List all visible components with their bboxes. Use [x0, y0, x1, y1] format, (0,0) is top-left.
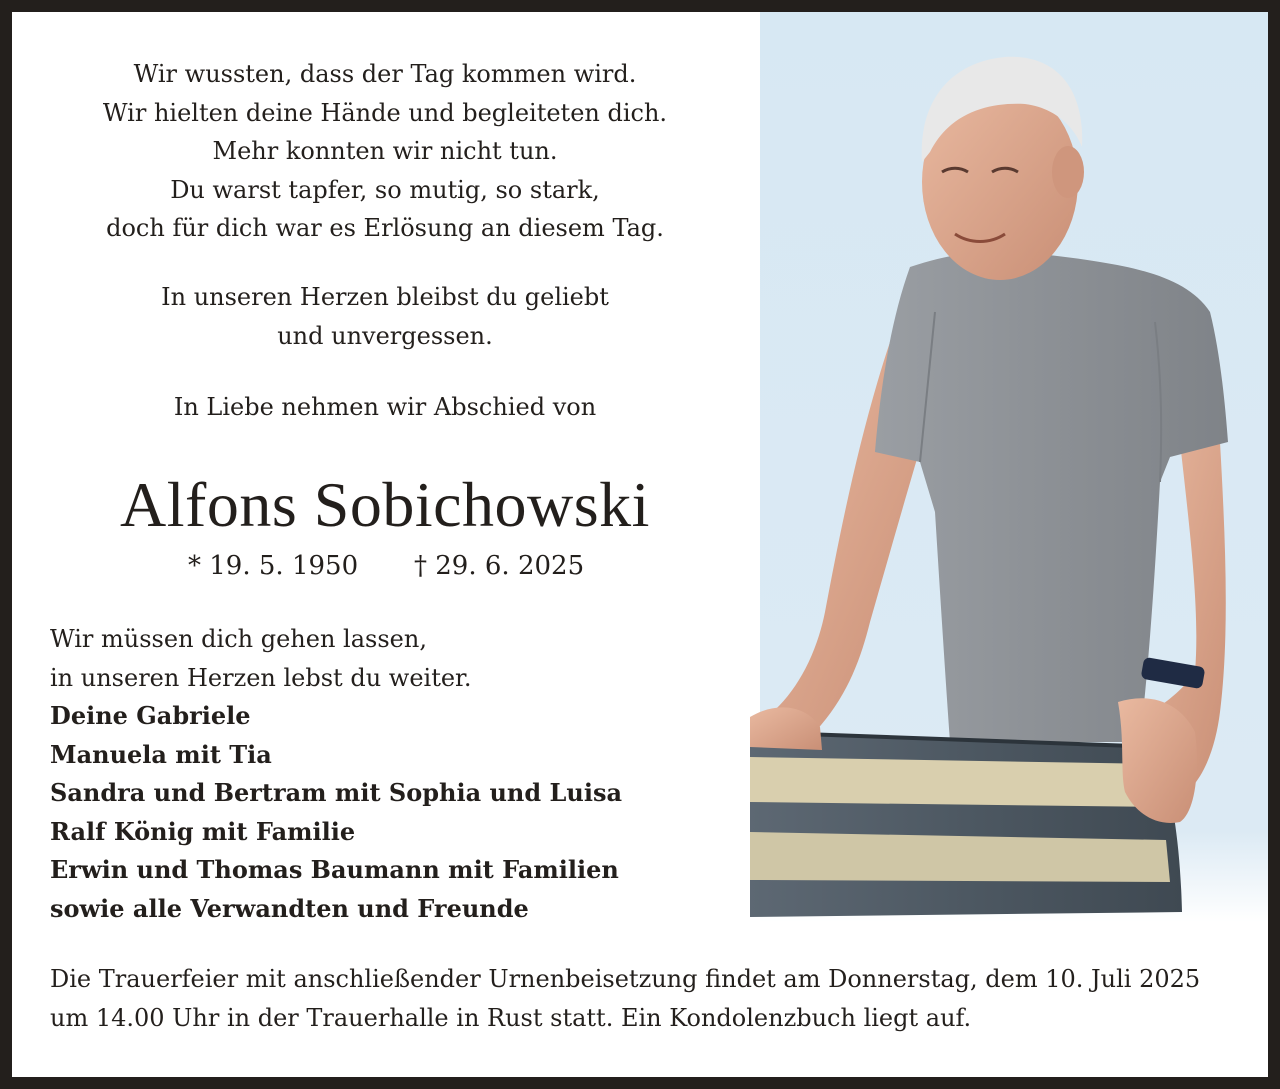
mourner-line: Deine Gabriele: [50, 701, 251, 730]
verse-line: Wir hielten deine Hände und begleiteten dich.: [102, 98, 668, 127]
mourner-line: sowie alle Verwandten und Freunde: [50, 893, 529, 923]
verse-line: doch für dich war es Erlösung an diesem Tag.: [106, 214, 664, 242]
closing-line: Wir müssen dich gehen lassen,: [50, 625, 427, 653]
mourner-line: Manuela mit Tia: [50, 739, 272, 769]
verse-line: Du warst tapfer, so mutig, so stark,: [170, 175, 600, 204]
mourners-block: [50, 620, 622, 928]
verse-line: In unseren Herzen bleibst du geliebt: [161, 283, 609, 311]
mourner-line: Erwin und Thomas Baumann mit Familien: [50, 855, 619, 884]
ceremony-info: [50, 960, 1200, 1037]
verse-line: und unvergessen.: [277, 321, 493, 350]
birth-date: * 19. 5. 1950: [188, 551, 359, 581]
deceased-name: Alfons Sobichowski: [120, 469, 650, 540]
farewell-line: [40, 388, 730, 427]
mourner-line: Sandra und Bertram mit Sophia und Luisa: [50, 778, 623, 807]
verse-top: [40, 55, 730, 248]
verse-middle: [40, 278, 730, 355]
verse-line: Mehr konnten wir nicht tun.: [212, 137, 558, 165]
closing-line: in unseren Herzen lebst du weiter.: [50, 663, 472, 692]
ceremony-line: um 14.00 Uhr in der Trauerhalle in Rust statt. Ein Kondolenzbuch liegt auf.: [50, 1003, 972, 1032]
verse-line: Wir wussten, dass der Tag kommen wird.: [133, 60, 637, 88]
ceremony-line: Die Trauerfeier mit anschließender Urnenbeisetzung findet am Donnerstag, dem 10. Juli 2025: [50, 965, 1201, 993]
farewell-text: In Liebe nehmen wir Abschied von: [173, 393, 597, 421]
death-date: † 29. 6. 2025: [414, 551, 585, 581]
mourner-line: Ralf König mit Familie: [50, 816, 356, 846]
portrait-photo: [750, 12, 1268, 922]
